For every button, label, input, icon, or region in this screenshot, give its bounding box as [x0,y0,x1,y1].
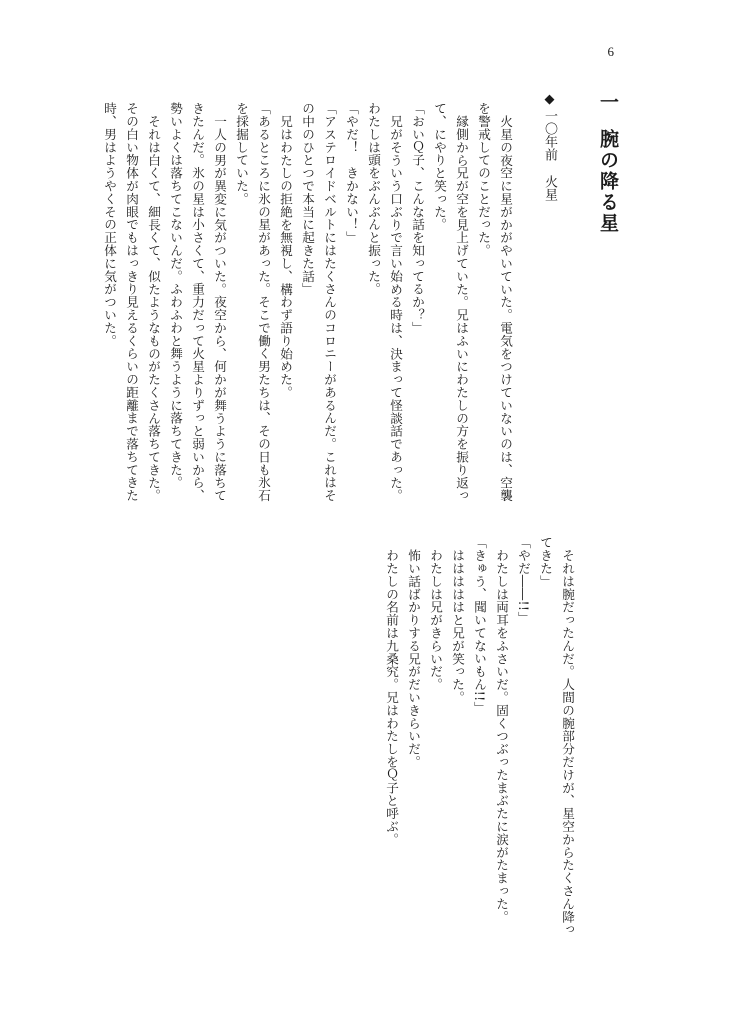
subheading-place: 火星 [542,175,557,201]
chapter-title [595,92,622,234]
paragraph: 兄がそういう口ぶりで言い始める時は、決まって怪談話であった。わたしは頭をぶんぶんと振った。 [366,102,403,502]
chapter-title-text: 腕の降る星 [597,129,619,234]
section-subheading [540,92,559,201]
body-text-top [98,102,516,506]
paragraph: 火星の夜空に星がかがやいていた。電気をつけていないのは、空襲を警戒してのことだった。 [476,102,513,502]
paragraph: 一人の男が異変に気がついた。夜空から、何かが舞うように落ちてきたんだ。氷の星は小さくて、重力だって火星よりずっと弱いから、勢いよくは落ちてこないんだ。ふわふわと舞うように落ちてきた。 [168,102,227,502]
dialogue-line: 「おいＱ子、こんな話を知ってるか？」 [410,102,425,335]
dialogue-line: 「アステロイドベルトにはたくさんのコロニーがあるんだ。これはその中のひとつで本当に起きた話」 [300,102,337,502]
paragraph: わたしは兄がきらいだ。 [428,548,443,691]
paragraph: わたしの名前は九桑究。兄はわたしをＱ子と呼ぶ。 [384,548,399,846]
paragraph: 兄はわたしの拒絶を無視し、構わず語り始めた。 [278,114,293,399]
subheading-time: 一〇年前 [542,109,557,161]
body-text-bottom [380,536,578,940]
dialogue-line: 「きゅう、聞いてないもん!!」 [472,536,487,715]
diamond-icon: ◆ [542,92,557,107]
dialogue-line: 「やだ！ きかない！」 [344,102,359,244]
paragraph: 怖い話ばかりする兄がだいきらいだ。 [406,548,421,768]
paragraph: 縁側から兄が空を見上げていた。兄はふいにわたしの方を振り返って、にやりと笑った。 [432,102,469,502]
dialogue-line: 「やだ――!!」 [516,536,531,625]
dialogue-line: 「あるところに氷の星があった。そこで働く男たちは、その日も氷石を採掘していた。 [234,102,271,502]
paragraph: それは白くて、細長くて、似たようなものがたくさん落ちてきた。その白い物体が肉眼でもはっきり見えるくらいの距離まで落ちてきた時、男はようやくその正体に気がついた。 [102,102,161,502]
chapter-number: 一 [597,92,619,113]
page-number: 6 [607,44,614,59]
paragraph: それは腕だったんだ。人間の腕部分だけが、星空からたくさん降ってきた」 [538,536,575,936]
paragraph: わたしは両耳をふさいだ。固くつぶったまぶたに涙がたまった。 [494,548,509,923]
paragraph: はははははと兄が笑った。 [450,548,465,704]
